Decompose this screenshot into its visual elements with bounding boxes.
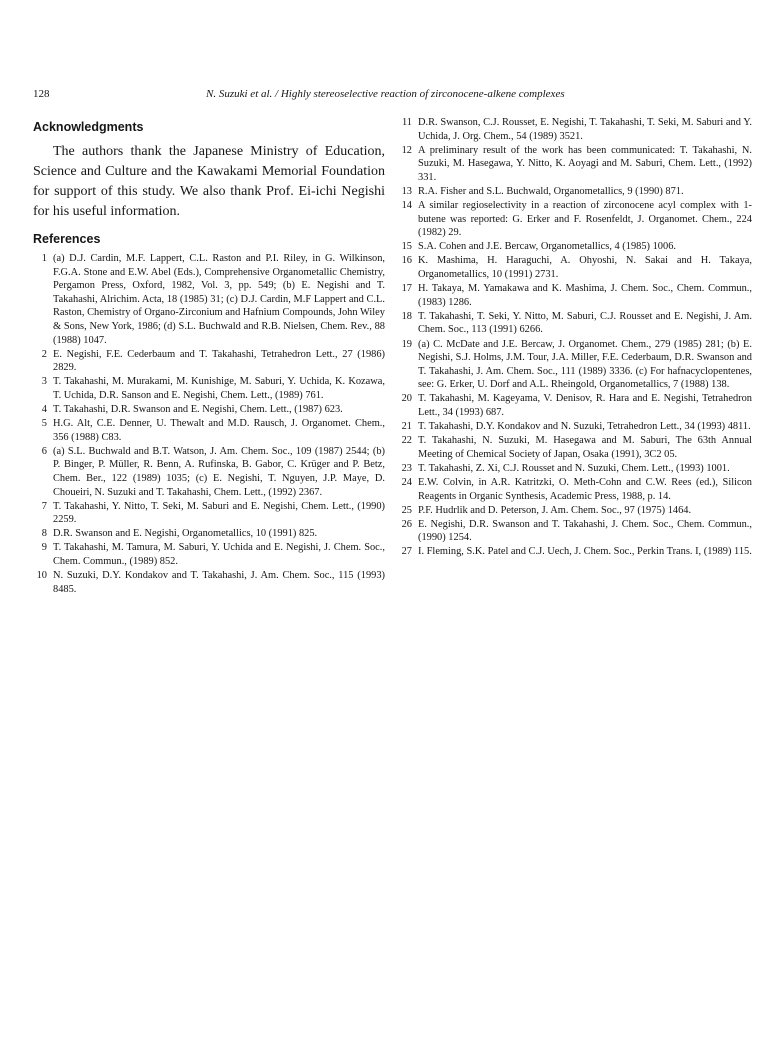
reference-item [398, 338, 752, 392]
reference-number: 26 [401, 518, 412, 530]
reference-item [398, 254, 752, 281]
reference-text: A similar regioselectivity in a reaction of zirconocene acyl complex with 1-butene was reported: G. Erker and F. Rosenfeldt, J. Organomet. Chem., 224 (1982) 29. [418, 200, 752, 239]
reference-list-left [33, 252, 385, 596]
reference-text: T. Takahashi, M. Kageyama, V. Denisov, R. Hara and E. Negishi, Tetrahedron Lett., 34 (1993) 687. [418, 393, 752, 418]
reference-number: 11 [401, 117, 412, 128]
reference-number: 2 [41, 348, 47, 360]
reference-item [398, 199, 752, 240]
reference-text: R.A. Fisher and S.L. Buchwald, Organometallics, 9 (1990) 871. [418, 185, 684, 197]
reference-text: T. Takahashi, M. Tamura, M. Saburi, Y. Uchida and E. Negishi, J. Chem. Soc., Chem. Commun., (1989) 852. [53, 542, 385, 568]
reference-text: I. Fleming, S.K. Patel and C.J. Uech, J. Chem. Soc., Perkin Trans. I, (1989) 115. [418, 546, 752, 558]
reference-number: 10 [36, 570, 47, 582]
running-title: N. Suzuki et al. / Highly stereoselective reaction of zirconocene-alkene complexes [206, 88, 565, 100]
reference-item [398, 420, 752, 434]
reference-text: D.R. Swanson, C.J. Rousset, E. Negishi, T. Takahashi, T. Seki, M. Saburi and Y. Uchida, J. Org. Chem., 54 (1989) 3521. [418, 117, 752, 142]
reference-item [398, 434, 752, 461]
acknowledgments-heading: Acknowledgments [33, 120, 144, 134]
reference-item [398, 462, 752, 476]
reference-number: 4 [41, 404, 47, 416]
reference-item [398, 310, 752, 337]
reference-number: 15 [401, 241, 412, 253]
reference-number: 13 [401, 185, 412, 197]
reference-number: 18 [401, 310, 412, 322]
reference-text: T. Takahashi, T. Seki, Y. Nitto, M. Saburi, C.J. Rousset and E. Negishi, J. Am. Chem. Soc., 113 (1991) 6266. [418, 310, 752, 336]
reference-item [33, 252, 385, 347]
reference-text: H.G. Alt, C.E. Denner, U. Thewalt and M.D. Rausch, J. Organomet. Chem., 356 (1988) C83. [53, 418, 385, 443]
reference-text: T. Takahashi, D.R. Swanson and E. Negishi, Chem. Lett., (1987) 623. [53, 404, 343, 416]
reference-text: D.R. Swanson and E. Negishi, Organometallics, 10 (1991) 825. [53, 528, 318, 540]
reference-item [398, 116, 752, 143]
reference-number: 5 [41, 418, 47, 430]
reference-number: 24 [401, 476, 412, 488]
reference-text: A preliminary result of the work has been communicated: T. Takahashi, N. Suzuki, M. Hasegawa, Y. Nitto, K. Aoyagi and M. Saburi, Chem. Lett., (1992) 331. [418, 144, 752, 183]
reference-item [398, 504, 752, 518]
reference-number: 9 [41, 542, 47, 554]
reference-number: 16 [401, 255, 412, 267]
reference-number: 21 [401, 421, 412, 433]
reference-text: T. Takahashi, N. Suzuki, M. Hasegawa and M. Saburi, The 63th Annual Meeting of Chemical Society of Japan, Osaka (1991), 3C2 05. [418, 435, 752, 460]
left-column [33, 120, 385, 597]
reference-text: N. Suzuki, D.Y. Kondakov and T. Takahashi, J. Am. Chem. Soc., 115 (1993) 8485. [53, 570, 385, 595]
reference-text: H. Takaya, M. Yamakawa and K. Mashima, J. Chem. Soc., Chem. Commun., (1983) 1286. [418, 283, 752, 308]
right-column [398, 116, 752, 560]
reference-number: 7 [41, 500, 47, 512]
references-heading: References [33, 232, 101, 246]
reference-item [398, 144, 752, 185]
reference-number: 8 [41, 528, 47, 540]
reference-text: T. Takahashi, D.Y. Kondakov and N. Suzuki, Tetrahedron Lett., 34 (1993) 4811. [418, 421, 751, 433]
reference-item [33, 403, 385, 417]
reference-item [33, 569, 385, 596]
reference-item [398, 185, 752, 199]
reference-item [33, 348, 385, 375]
reference-number: 27 [401, 546, 412, 558]
reference-number: 25 [401, 504, 412, 516]
reference-item [33, 445, 385, 499]
reference-item [398, 518, 752, 545]
reference-text: E. Negishi, F.E. Cederbaum and T. Takahashi, Tetrahedron Lett., 27 (1986) 2829. [53, 348, 385, 374]
reference-number: 14 [401, 200, 412, 212]
reference-text: T. Takahashi, Z. Xi, C.J. Rousset and N. Suzuki, Chem. Lett., (1993) 1001. [418, 462, 730, 474]
reference-number: 22 [401, 435, 412, 447]
reference-item [398, 392, 752, 419]
reference-text: (a) C. McDate and J.E. Bercaw, J. Organomet. Chem., 279 (1985) 281; (b) E. Negishi, S.J. Holms, J.M. Tour, J.A. Miller, F.E. Cederbaum, D.R. Swanson and T. Takahashi, J. Am. Chem. Soc., 111 (1989) 3336. (c) For hafnacyclopentenes, see: G. Erker, U. Dorf and A.L. Rheingold, Organometallics, 7 (1988) 138. [418, 338, 752, 391]
reference-number: 6 [41, 445, 47, 457]
reference-number: 3 [41, 376, 47, 388]
reference-item [33, 541, 385, 568]
reference-number: 19 [401, 338, 412, 350]
acknowledgments-text: The authors thank the Japanese Ministry of Education, Science and Culture and the Kawakami Memorial Foundation for support of this study. We also thank Prof. Ei-ichi Negishi for his useful information. [33, 144, 385, 219]
reference-item [33, 500, 385, 527]
reference-number: 1 [41, 253, 47, 264]
reference-item [398, 240, 752, 254]
reference-text: E. Negishi, D.R. Swanson and T. Takahashi, J. Chem. Soc., Chem. Commun., (1990) 1254. [418, 518, 752, 544]
reference-number: 23 [401, 462, 412, 474]
reference-number: 12 [401, 144, 412, 156]
reference-text: (a) D.J. Cardin, M.F. Lappert, C.L. Raston and P.I. Riley, in G. Wilkinson, F.G.A. Stone and E.W. Abel (Eds.), Comprehensive Organometallic Chemistry, Pergamon Press, Oxford, 1982, Vol. 3, pp. 549; (b) E. Negishi and T. Takahashi, Alrichim. Acta, 18 (1985) 31; (c) D.J. Cardin, M.F Lappert and C.L. Raston, Chemistry of Organo-Zirconium and Hafnium Compounds, John Wiley & Sons, New York, 1986; (d) S.L. Buchwald and R.B. Nielsen, Chem. Rev., 88 (1988) 1047. [53, 253, 385, 346]
reference-item [398, 545, 752, 559]
reference-item [33, 527, 385, 541]
reference-text: K. Mashima, H. Haraguchi, A. Ohyoshi, N. Sakai and H. Takaya, Organometallics, 10 (1991) 2731. [418, 255, 752, 281]
reference-text: T. Takahashi, Y. Nitto, T. Seki, M. Saburi and E. Negishi, Chem. Lett., (1990) 2259. [53, 500, 385, 526]
reference-item [33, 417, 385, 444]
reference-text: T. Takahashi, M. Murakami, M. Kunishige, M. Saburi, Y. Uchida, K. Kozawa, T. Uchida, D.R. Sanson and E. Negishi, Chem. Lett., (1989) 761. [53, 376, 385, 401]
reference-item [398, 476, 752, 503]
reference-text: (a) S.L. Buchwald and B.T. Watson, J. Am. Chem. Soc., 109 (1987) 2544; (b) P. Binger, P. Müller, R. Benn, A. Rufinska, B. Gabor, C. Krüger and P. Betz, Chem. Ber., 122 (1989) 1035; (c) E. Negishi, T. Nguyen, J.P. Maye, D. Choueiri, N. Suzuki and T. Takahashi, Chem. Lett., (1992) 2367. [53, 445, 385, 498]
reference-item [33, 375, 385, 402]
reference-text: P.F. Hudrlik and D. Peterson, J. Am. Chem. Soc., 97 (1975) 1464. [418, 504, 692, 516]
reference-text: S.A. Cohen and J.E. Bercaw, Organometallics, 4 (1985) 1006. [418, 241, 676, 253]
reference-text: E.W. Colvin, in A.R. Katritzki, O. Meth-Cohn and C.W. Rees (ed.), Silicon Reagents in Organic Synthesis, Academic Press, 1988, p. 14. [418, 476, 752, 502]
reference-number: 17 [401, 283, 412, 295]
reference-number: 20 [401, 393, 412, 405]
page-number: 128 [33, 88, 50, 100]
reference-list-right [398, 116, 752, 559]
reference-item [398, 282, 752, 309]
